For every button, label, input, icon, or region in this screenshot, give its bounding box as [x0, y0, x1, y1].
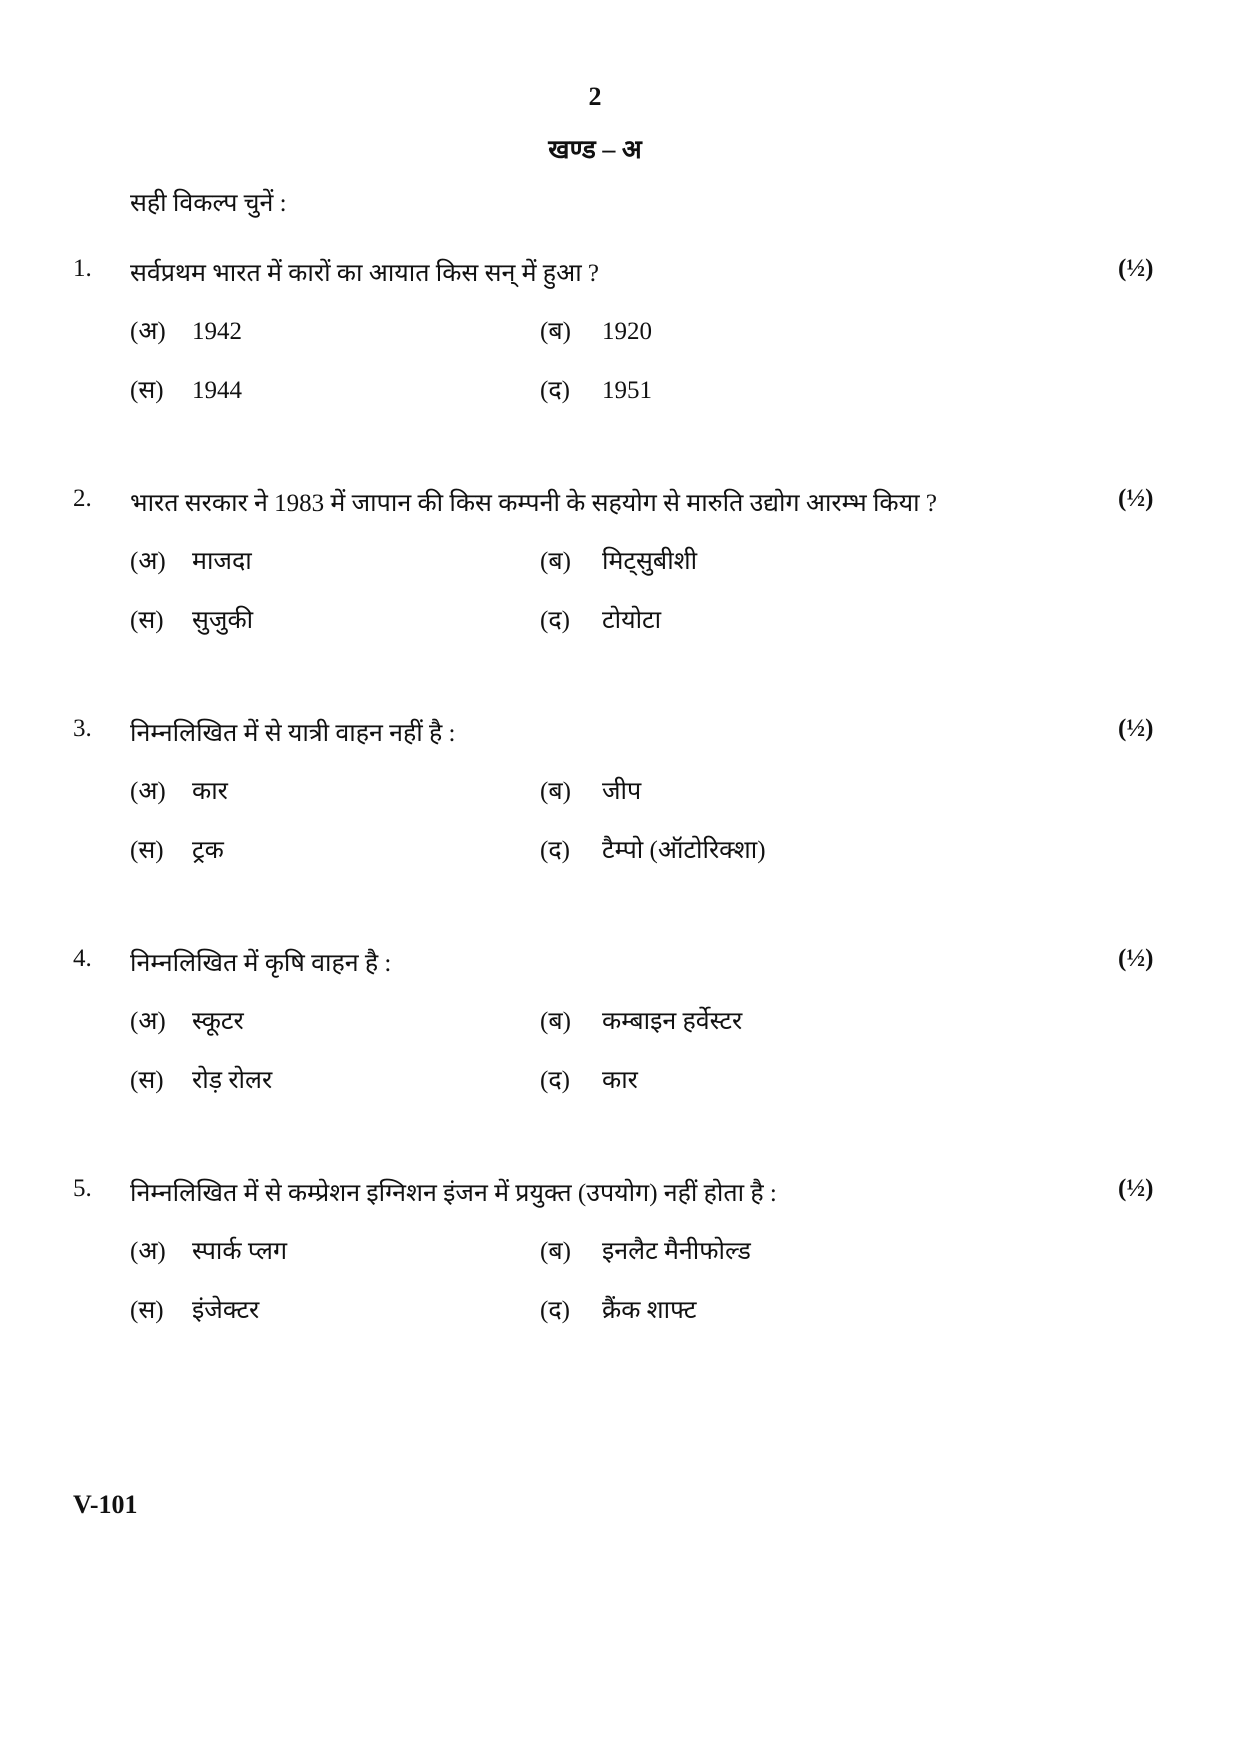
question-text: सर्वप्रथम भारत में कारों का आयात किस सन् में हुआ ? [130, 260, 599, 287]
question-number: 4. [73, 945, 92, 972]
option-text: सुजुकी [192, 607, 254, 634]
section-title: खण्ड – अ [548, 135, 642, 164]
option-b [540, 773, 641, 807]
option-text: टोयोटा [602, 607, 662, 634]
option-text: टैम्पो (ऑटोरिक्शा) [602, 837, 766, 864]
option-label: (द) [540, 1067, 570, 1094]
option-text: इनलैट मैनीफोल्ड [602, 1238, 751, 1265]
option-label: (स) [130, 377, 164, 404]
option-text: रोड़ रोलर [192, 1067, 273, 1094]
option-b [540, 543, 697, 577]
instruction-text: सही विकल्प चुनें : [130, 190, 287, 217]
option-a [130, 543, 252, 577]
option-text: 1944 [192, 377, 242, 404]
option-a [130, 1233, 287, 1267]
option-label: (ब) [540, 778, 571, 805]
question-marks: (½) [1118, 715, 1154, 742]
option-c [130, 602, 253, 636]
option-label: (अ) [130, 1238, 166, 1265]
option-b [540, 313, 652, 347]
option-label: (अ) [130, 318, 166, 345]
option-text: कम्बाइन हर्वेस्टर [602, 1008, 743, 1035]
option-d [540, 1292, 696, 1326]
option-label: (ब) [540, 1008, 571, 1035]
option-label: (स) [130, 837, 164, 864]
question-number: 1. [73, 255, 92, 282]
option-text: जीप [602, 778, 642, 805]
option-label: (ब) [540, 318, 571, 345]
paper-code: V-101 [73, 1490, 138, 1519]
option-a [130, 313, 242, 347]
option-text: 1920 [602, 318, 652, 345]
question-marks: (½) [1118, 1175, 1154, 1202]
option-label: (ब) [540, 548, 571, 575]
option-d [540, 602, 661, 636]
question-number: 3. [73, 715, 92, 742]
option-text: क्रैंक शाफ्ट [602, 1297, 697, 1324]
question-1 [0, 255, 1241, 455]
option-c [130, 832, 224, 866]
question-marks: (½) [1118, 485, 1154, 512]
option-d [540, 832, 766, 866]
option-d [540, 372, 652, 406]
question-5 [0, 1175, 1241, 1375]
page-number: 2 [588, 82, 602, 111]
question-marks: (½) [1118, 255, 1154, 282]
option-text: ट्रक [192, 837, 224, 864]
question-2 [0, 485, 1241, 685]
option-label: (द) [540, 607, 570, 634]
question-3 [0, 715, 1241, 915]
option-b [540, 1233, 751, 1267]
question-number: 5. [73, 1175, 92, 1202]
option-label: (अ) [130, 548, 166, 575]
option-label: (स) [130, 1067, 164, 1094]
option-label: (अ) [130, 1008, 166, 1035]
option-a [130, 1003, 244, 1037]
option-c [130, 1292, 259, 1326]
option-text: इंजेक्टर [192, 1297, 260, 1324]
option-text: स्पार्क प्लग [192, 1238, 288, 1265]
option-label: (अ) [130, 778, 166, 805]
option-text: 1942 [192, 318, 242, 345]
option-text: 1951 [602, 377, 652, 404]
option-text: मिट्सुबीशी [602, 548, 698, 575]
question-text: भारत सरकार ने 1983 में जापान की किस कम्पनी के सहयोग से मारुति उद्योग आरम्भ किया ? [130, 490, 937, 517]
question-number: 2. [73, 485, 92, 512]
option-label: (स) [130, 607, 164, 634]
option-label: (स) [130, 1297, 164, 1324]
question-text: निम्नलिखित में से यात्री वाहन नहीं है : [130, 720, 456, 747]
option-label: (ब) [540, 1238, 571, 1265]
option-label: (द) [540, 837, 570, 864]
option-c [130, 372, 242, 406]
option-b [540, 1003, 742, 1037]
option-text: कार [602, 1067, 638, 1094]
option-text: स्कूटर [192, 1008, 244, 1035]
option-c [130, 1062, 272, 1096]
option-label: (द) [540, 377, 570, 404]
option-d [540, 1062, 638, 1096]
option-label: (द) [540, 1297, 570, 1324]
option-text: माजदा [192, 548, 252, 575]
question-marks: (½) [1118, 945, 1154, 972]
option-text: कार [192, 778, 228, 805]
question-4 [0, 945, 1241, 1145]
question-text: निम्नलिखित में से कम्प्रेशन इग्निशन इंजन में प्रयुक्त (उपयोग) नहीं होता है : [130, 1180, 777, 1207]
question-text: निम्नलिखित में कृषि वाहन है : [130, 950, 392, 977]
option-a [130, 773, 228, 807]
